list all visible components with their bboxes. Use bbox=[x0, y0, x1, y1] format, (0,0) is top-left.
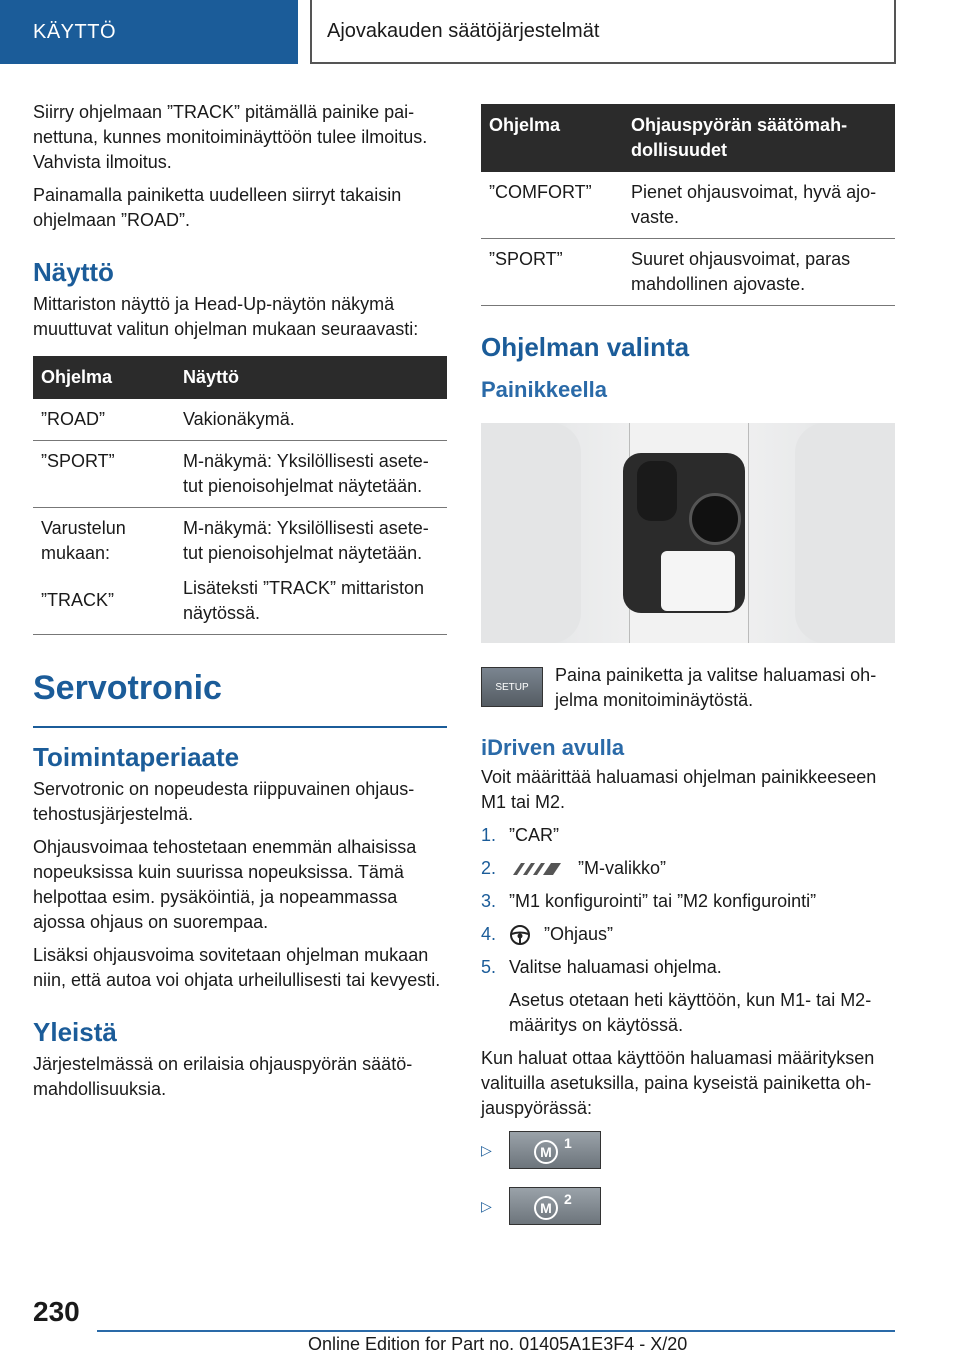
bullet-triangle: ▷ bbox=[481, 1141, 492, 1158]
display-cell: M-näkymä: Yksilöllisesti asetetut pienoisohjelmat näytetään. bbox=[175, 441, 447, 508]
list-item bbox=[481, 823, 895, 848]
step-detail: Asetus otetaan heti käyttöön, kun M1- tai M2-määritys on käytössä. bbox=[509, 990, 872, 1035]
console-tray bbox=[661, 551, 735, 611]
principle-paragraph-1: Servotronic on nopeudesta riippuvainen ohjaustehostusjärjestelmä. bbox=[33, 779, 415, 824]
setup-button-icon: SETUP bbox=[481, 667, 543, 707]
setting-cell: Pienet ohjausvoimat, hyvä ajovaste. bbox=[623, 172, 895, 239]
general-heading: Yleistä bbox=[33, 1017, 117, 1047]
step-number: 4. bbox=[481, 924, 497, 944]
program-condition: Varustelun mukaan: bbox=[41, 518, 126, 563]
column-header-steering: Ohjauspyörän säätömahdollisuudet bbox=[623, 104, 895, 172]
servotronic-heading: Servotronic bbox=[33, 669, 447, 728]
right-seat bbox=[795, 423, 895, 643]
right-column bbox=[481, 104, 895, 1243]
center-console-photo bbox=[481, 423, 895, 643]
steering-table bbox=[481, 104, 895, 306]
table-row bbox=[481, 239, 895, 306]
list-item bbox=[481, 955, 895, 1038]
left-seat bbox=[481, 423, 581, 643]
display-track-text: Lisäteksti ”TRACK” mittariston näytössä. bbox=[183, 578, 425, 623]
m-stripes-icon bbox=[509, 861, 565, 877]
left-column bbox=[33, 100, 447, 1110]
step-text: ”M1 konfigurointi” tai ”M2 konfigurointi” bbox=[509, 891, 817, 911]
selection-heading: Ohjelman valinta bbox=[481, 332, 690, 362]
svg-text:M: M bbox=[540, 1144, 552, 1160]
steering-wheel-icon bbox=[509, 924, 531, 946]
m1-option bbox=[481, 1131, 895, 1169]
table-row bbox=[481, 172, 895, 239]
step-number: 1. bbox=[481, 825, 497, 845]
gear-selector bbox=[637, 461, 677, 521]
idrive-heading: iDriven avulla bbox=[481, 735, 625, 760]
table-row bbox=[33, 441, 447, 508]
m2-button-icon bbox=[509, 1187, 601, 1225]
footer-divider bbox=[97, 1330, 895, 1332]
program-cell: ”SPORT” bbox=[481, 239, 623, 306]
step-text: ”Ohjaus” bbox=[544, 924, 614, 944]
final-text: Kun haluat ottaa käyttöön haluamasi määrityksen valituilla asetuksilla, paina kyseistä painiketta ohjauspyörässä: bbox=[481, 1048, 875, 1118]
setup-instruction-text: Paina painiketta ja valitse haluamasi ohjelma monitoiminäytöstä. bbox=[555, 665, 877, 710]
step-number: 3. bbox=[481, 891, 497, 911]
steps-list bbox=[481, 823, 895, 1038]
m1-button-icon bbox=[509, 1131, 601, 1169]
program-track: ”TRACK” bbox=[41, 590, 114, 610]
step-text: ”CAR” bbox=[509, 825, 559, 845]
section-tab: KÄYTTÖ bbox=[0, 0, 298, 64]
display-text: Mittariston näyttö ja Head-Up-näytön näkymä muuttuvat valitun ohjelman mukaan seuraavasti: bbox=[33, 294, 419, 339]
svg-text:2: 2 bbox=[564, 1192, 572, 1207]
display-table bbox=[33, 356, 447, 635]
display-cell bbox=[175, 508, 447, 635]
svg-text:M: M bbox=[540, 1200, 552, 1216]
m2-icon bbox=[532, 1192, 580, 1220]
step-text: ”M-valikko” bbox=[578, 858, 667, 878]
step-text: Valitse haluamasi ohjelma. bbox=[509, 957, 722, 977]
table-header-row bbox=[33, 356, 447, 399]
list-item bbox=[481, 856, 895, 881]
idrive-controller bbox=[689, 493, 741, 545]
column-header-display: Näyttö bbox=[175, 356, 447, 399]
display-heading: Näyttö bbox=[33, 257, 114, 287]
intro-paragraph-1: Siirry ohjelmaan ”TRACK” pitämällä painike painettuna, kunnes monitoiminäyttöön tulee ilmoitus. Vahvista ilmoitus. bbox=[33, 102, 428, 172]
principle-paragraph-2: Ohjausvoimaa tehostetaan enemmän alhaisissa nopeuksissa kuin suurissa nopeuksissa. Tämä helpottaa esim. pysäköintiä, ja nopeammassa ajossa ohjaus on suorempaa. bbox=[33, 837, 417, 932]
column-header-program: Ohjelma bbox=[481, 104, 623, 172]
svg-text:1: 1 bbox=[564, 1136, 572, 1151]
idrive-text: Voit määrittää haluamasi ohjelman painikkeeseen M1 tai M2. bbox=[481, 767, 877, 812]
display-cell: Vakionäkymä. bbox=[175, 399, 447, 441]
chapter-title: Ajovakauden säätöjärjestelmät bbox=[310, 0, 896, 64]
general-paragraph: Järjestelmässä on erilaisia ohjauspyörän säätömahdollisuuksia. bbox=[33, 1054, 413, 1099]
setup-instruction bbox=[481, 663, 895, 713]
list-item bbox=[481, 889, 895, 914]
button-heading: Painikkeella bbox=[481, 377, 607, 402]
table-header-row bbox=[481, 104, 895, 172]
program-cell: ”ROAD” bbox=[33, 399, 175, 441]
table-row bbox=[33, 399, 447, 441]
program-cell: ”SPORT” bbox=[33, 441, 175, 508]
program-cell: ”COMFORT” bbox=[481, 172, 623, 239]
page-number: 230 bbox=[33, 1296, 80, 1327]
m2-option bbox=[481, 1187, 895, 1225]
list-item bbox=[481, 922, 895, 947]
intro-paragraph-2: Painamalla painiketta uudelleen siirryt takaisin ohjelmaan ”ROAD”. bbox=[33, 185, 402, 230]
display-m-view: M-näkymä: Yksilöllisesti asetetut pienoisohjelmat näytetään. bbox=[183, 518, 429, 563]
program-cell bbox=[33, 508, 175, 635]
step-number: 5. bbox=[481, 957, 497, 977]
setting-cell: Suuret ohjausvoimat, paras mahdollinen ajovaste. bbox=[623, 239, 895, 306]
principle-heading: Toimintaperiaate bbox=[33, 742, 240, 772]
column-header-program: Ohjelma bbox=[33, 356, 175, 399]
edition-text: Online Edition for Part no. 01405A1E3F4 - X/20 bbox=[308, 1334, 688, 1354]
bullet-triangle: ▷ bbox=[481, 1197, 492, 1214]
table-row bbox=[33, 508, 447, 635]
step-number: 2. bbox=[481, 858, 497, 878]
principle-paragraph-3: Lisäksi ohjausvoima sovitetaan ohjelman mukaan niin, että autoa voi ohjata urheilullisesti tai kevyesti. bbox=[33, 945, 441, 990]
m1-icon bbox=[532, 1136, 580, 1164]
